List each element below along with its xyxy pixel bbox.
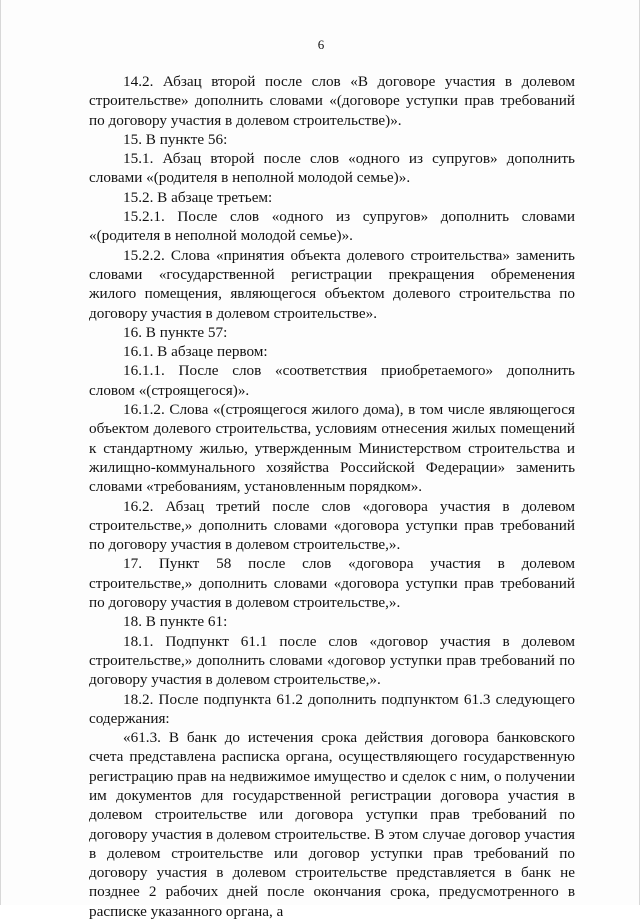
paragraph-61-3: «61.3. В банк до истечения срока действия договора банковского счета представлена расписка органа, осуществляющего государственную регистрацию прав на недвижимое имущество и сделок с ним, о получении им документов для государственной регистрации договора участия в долевом строительстве или договора уступки прав требований по договору участия в долевом строительстве. В этом случае договор участия в долевом строительстве или договор уступки прав требований по договору участия в долевом строительстве представляется в банк не позднее 2 рабочих дней после окончания срока, предусмотренного в расписке указанного органа, а bbox=[89, 729, 575, 920]
page-number: 6 bbox=[317, 37, 325, 52]
paragraph-16: 16. В пункте 57: bbox=[123, 323, 228, 341]
paragraph-16-1-1: 16.1.1. После слов «соответствия приобретаемого» дополнить словом «(строящегося)». bbox=[89, 362, 575, 399]
paragraph-16-1-2: 16.1.2. Слова «(строящегося жилого дома), в том числе являющегося объектом долевого строительства, условиям отнесения жилых помещений к стандартному жилью, утвержденным Министерством строительства и жилищно-коммунального хозяйства Российской Федерации» заменить словами «требованиям, установленным порядком». bbox=[89, 401, 575, 496]
paragraph-18-2: 18.2. После подпункта 61.2 дополнить подпунктом 61.3 следующего содержания: bbox=[89, 690, 575, 727]
paragraph-17: 17. Пункт 58 после слов «договора участия в долевом строительстве,» дополнить словами «договора уступки прав требований по договору участия в долевом строительстве,». bbox=[89, 555, 575, 612]
paragraph-15-2-2: 15.2.2. Слова «принятия объекта долевого строительства» заменить словами «государственной регистрации прекращения обременения жилого помещения, являющегося объектом долевого строительства по договору участия в долевом строительстве». bbox=[89, 246, 575, 322]
paragraph-18: 18. В пункте 61: bbox=[123, 613, 228, 631]
document-body bbox=[89, 72, 575, 921]
paragraph-18-1: 18.1. Подпункт 61.1 после слов «договор участия в долевом строительстве,» дополнить словами «договор уступки прав требований по договору участия в долевом строительстве,». bbox=[89, 632, 575, 689]
paragraph-16-1: 16.1. В абзаце первом: bbox=[123, 343, 268, 361]
paragraph-15-2: 15.2. В абзаце третьем: bbox=[123, 188, 273, 206]
paragraph-15-1: 15.1. Абзац второй после слов «одного из супругов» дополнить словами «(родителя в неполной молодой семье)». bbox=[89, 150, 575, 187]
paragraph-14-2: 14.2. Абзац второй после слов «В договоре участия в долевом строительстве» дополнить словами «(договоре уступки прав требований по договору участия в долевом строительстве)». bbox=[89, 73, 575, 129]
paragraph-15-2-1: 15.2.1. После слов «одного из супругов» дополнить словами «(родителя в неполной молодой семье)». bbox=[89, 208, 575, 245]
paragraph-15: 15. В пункте 56: bbox=[123, 130, 228, 148]
paragraph-16-2: 16.2. Абзац третий после слов «договора участия в долевом строительстве,» дополнить словами «договора уступки прав требований по договору участия в долевом строительстве,». bbox=[89, 497, 575, 554]
